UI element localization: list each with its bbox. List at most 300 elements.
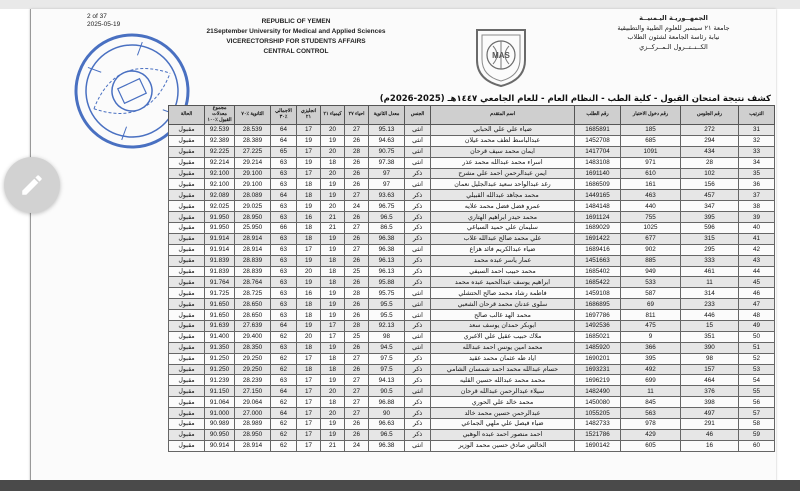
secondary-average-cell: 86.5: [369, 223, 405, 234]
biology-cell: 26: [345, 429, 369, 440]
chemistry-cell: 19: [321, 342, 345, 353]
exam-entry-number-cell: 533: [621, 277, 681, 288]
gender-cell: ذكر: [405, 212, 431, 223]
exam-30-cell: 63: [271, 179, 297, 190]
table-row: [169, 179, 775, 190]
request-number-cell: 1689416: [575, 244, 621, 255]
request-number-cell: 1492536: [575, 321, 621, 332]
secondary-average-cell: 93.63: [369, 190, 405, 201]
applicant-name-cell: محمد الهد غالب صالح: [431, 310, 575, 321]
request-number-cell: 1452708: [575, 135, 621, 146]
rank-cell: 33: [739, 146, 775, 157]
admission-total-cell: 92.100: [205, 168, 235, 179]
chemistry-cell: 19: [321, 310, 345, 321]
status-cell: مقبول: [169, 440, 205, 451]
seat-number-cell: 461: [681, 266, 739, 277]
rank-cell: 59: [739, 429, 775, 440]
chemistry-cell: 19: [321, 233, 345, 244]
secondary-average-cell: 90.75: [369, 146, 405, 157]
biology-cell: 26: [345, 179, 369, 190]
admission-total-cell: 92.214: [205, 157, 235, 168]
secondary-average-cell: 95.75: [369, 288, 405, 299]
request-number-cell: 1696219: [575, 375, 621, 386]
exam-30-cell: 63: [271, 342, 297, 353]
applicant-name-cell: الخالص صادق حسين محمد الوزير: [431, 440, 575, 451]
secondary-70-cell: 28.839: [235, 266, 271, 277]
applicant-name-cell: ايمن عبدالرحمن احمد علي مشرح: [431, 168, 575, 179]
table-row: [169, 190, 775, 201]
exam-30-cell: 63: [271, 266, 297, 277]
column-header: اسم المتقدم: [431, 106, 575, 125]
table-row: [169, 223, 775, 234]
rank-cell: 36: [739, 179, 775, 190]
table-row: [169, 233, 775, 244]
table-row: [169, 440, 775, 451]
exam-entry-number-cell: 185: [621, 125, 681, 136]
rank-cell: 52: [739, 353, 775, 364]
admission-total-cell: 91.239: [205, 375, 235, 386]
rank-cell: 55: [739, 386, 775, 397]
exam-30-cell: 63: [271, 157, 297, 168]
applicant-name-cell: علي محمد صالح عبدالله غلاب: [431, 233, 575, 244]
seat-number-cell: 15: [681, 321, 739, 332]
gender-cell: ذكر: [405, 190, 431, 201]
rank-cell: 51: [739, 342, 775, 353]
status-cell: مقبول: [169, 429, 205, 440]
biology-cell: 26: [345, 168, 369, 179]
applicant-name-cell: سلوى عدنان محمد قرحان الشعبي: [431, 299, 575, 310]
table-row: [169, 277, 775, 288]
admission-total-cell: 91.950: [205, 212, 235, 223]
applicant-name-cell: حسام عبدالله محمد احمد شمسان الشامي: [431, 364, 575, 375]
english-cell: 19: [297, 157, 321, 168]
table-row: [169, 321, 775, 332]
secondary-70-cell: 29.214: [235, 157, 271, 168]
table-row: [169, 310, 775, 321]
secondary-average-cell: 96.38: [369, 233, 405, 244]
chemistry-cell: 21: [321, 440, 345, 451]
chemistry-cell: 18: [321, 157, 345, 168]
biology-cell: 27: [345, 386, 369, 397]
secondary-70-cell: 29.100: [235, 168, 271, 179]
status-cell: مقبول: [169, 342, 205, 353]
page-date: 2025-05-19: [87, 21, 121, 28]
gender-cell: انثى: [405, 179, 431, 190]
english-cell: 17: [297, 168, 321, 179]
english-cell: 17: [297, 353, 321, 364]
seat-number-cell: 314: [681, 288, 739, 299]
biology-cell: 26: [345, 310, 369, 321]
english-cell: 18: [297, 179, 321, 190]
header-en-line3: VICERECTORSHIP FOR STUDENTS AFFAIRS: [226, 38, 366, 45]
exam-30-cell: 62: [271, 397, 297, 408]
applicant-name-cell: عبدالباسط لطف محمد غيلان: [431, 135, 575, 146]
english-cell: 18: [297, 299, 321, 310]
exam-entry-number-cell: 563: [621, 408, 681, 419]
rank-cell: 32: [739, 135, 775, 146]
seat-number-cell: 98: [681, 353, 739, 364]
gender-cell: ذكر: [405, 168, 431, 179]
gender-cell: انثى: [405, 125, 431, 136]
gender-cell: انثى: [405, 146, 431, 157]
secondary-70-cell: 28.539: [235, 125, 271, 136]
secondary-70-cell: 28.914: [235, 440, 271, 451]
seat-number-cell: 333: [681, 255, 739, 266]
secondary-70-cell: 28.650: [235, 310, 271, 321]
secondary-average-cell: 96.13: [369, 255, 405, 266]
status-cell: مقبول: [169, 266, 205, 277]
chemistry-cell: 18: [321, 364, 345, 375]
column-header: الحالة: [169, 106, 205, 125]
exam-30-cell: 64: [271, 386, 297, 397]
rank-cell: 54: [739, 375, 775, 386]
exam-30-cell: 62: [271, 331, 297, 342]
gender-cell: ذكر: [405, 353, 431, 364]
biology-cell: 27: [345, 408, 369, 419]
exam-30-cell: 62: [271, 364, 297, 375]
secondary-70-cell: 29.100: [235, 179, 271, 190]
secondary-average-cell: 90.5: [369, 386, 405, 397]
header-ar-line3: نيابة رئاسة الجامعة لشئون الطلاب: [627, 33, 720, 41]
english-cell: 19: [297, 255, 321, 266]
biology-cell: 26: [345, 419, 369, 430]
english-cell: 17: [297, 429, 321, 440]
seat-number-cell: 376: [681, 386, 739, 397]
rank-cell: 41: [739, 233, 775, 244]
seat-number-cell: 596: [681, 223, 739, 234]
rank-cell: 53: [739, 364, 775, 375]
seat-number-cell: 446: [681, 310, 739, 321]
secondary-average-cell: 97.5: [369, 353, 405, 364]
secondary-70-cell: 28.089: [235, 190, 271, 201]
biology-cell: 25: [345, 266, 369, 277]
gender-cell: انثى: [405, 386, 431, 397]
exam-30-cell: 63: [271, 168, 297, 179]
secondary-average-cell: 96.38: [369, 244, 405, 255]
secondary-average-cell: 97: [369, 179, 405, 190]
english-cell: 19: [297, 135, 321, 146]
english-cell: 19: [297, 277, 321, 288]
exam-30-cell: 64: [271, 321, 297, 332]
header-ar-line4: الكــنــتــرول الـمــركــزي: [639, 42, 708, 51]
secondary-average-cell: 94.63: [369, 135, 405, 146]
status-cell: مقبول: [169, 299, 205, 310]
exam-30-cell: 62: [271, 429, 297, 440]
exam-30-cell: 66: [271, 223, 297, 234]
rank-cell: 38: [739, 201, 775, 212]
english-cell: 17: [297, 440, 321, 451]
seat-number-cell: 434: [681, 146, 739, 157]
applicant-name-cell: محمد خالد علي الحوري: [431, 397, 575, 408]
secondary-average-cell: 95.5: [369, 299, 405, 310]
column-header: الثانوية ٪٧٠: [235, 106, 271, 125]
biology-cell: 27: [345, 223, 369, 234]
request-number-cell: 1685891: [575, 125, 621, 136]
chemistry-cell: 20: [321, 146, 345, 157]
seat-number-cell: 294: [681, 135, 739, 146]
request-number-cell: 1451663: [575, 255, 621, 266]
biology-cell: 26: [345, 135, 369, 146]
english-cell: 17: [297, 397, 321, 408]
status-cell: مقبول: [169, 201, 205, 212]
table-row: [169, 331, 775, 342]
applicant-name-cell: ايمان محمد سيف قرحان: [431, 146, 575, 157]
rank-cell: 50: [739, 331, 775, 342]
status-cell: مقبول: [169, 125, 205, 136]
secondary-average-cell: 96.75: [369, 201, 405, 212]
status-cell: مقبول: [169, 233, 205, 244]
exam-entry-number-cell: 440: [621, 201, 681, 212]
status-cell: مقبول: [169, 244, 205, 255]
biology-cell: 26: [345, 364, 369, 375]
secondary-average-cell: 96.88: [369, 397, 405, 408]
chemistry-cell: 18: [321, 266, 345, 277]
applicant-name-cell: سليمان علي حميد السياغي: [431, 223, 575, 234]
column-header: رقم الجلوس: [681, 106, 739, 125]
table-row: [169, 353, 775, 364]
seat-number-cell: 395: [681, 212, 739, 223]
status-cell: مقبول: [169, 146, 205, 157]
rank-cell: 39: [739, 212, 775, 223]
seat-number-cell: 464: [681, 375, 739, 386]
exam-30-cell: 63: [271, 233, 297, 244]
logo-text: MAS: [492, 51, 510, 60]
document-page: [30, 9, 776, 491]
admission-total-cell: 90.950: [205, 429, 235, 440]
request-number-cell: 1691422: [575, 233, 621, 244]
chemistry-cell: 19: [321, 244, 345, 255]
exam-entry-number-cell: 395: [621, 353, 681, 364]
gender-cell: ذكر: [405, 233, 431, 244]
status-cell: مقبول: [169, 135, 205, 146]
request-number-cell: 1483108: [575, 157, 621, 168]
exam-entry-number-cell: 610: [621, 168, 681, 179]
gender-cell: انثى: [405, 288, 431, 299]
document-title: كشف نتيجة امتحان القبول - كلية الطب - النظام العام - للعام الجامعي ١٤٤٧هـ (2025-2026م): [379, 94, 771, 104]
exam-entry-number-cell: 69: [621, 299, 681, 310]
secondary-average-cell: 94.13: [369, 375, 405, 386]
biology-cell: 27: [345, 397, 369, 408]
request-number-cell: 1449165: [575, 190, 621, 201]
table-row: [169, 364, 775, 375]
secondary-70-cell: 28.389: [235, 135, 271, 146]
applicant-name-cell: عبدالرحمن حسين محمد خالد: [431, 408, 575, 419]
request-number-cell: 1690142: [575, 440, 621, 451]
applicant-name-cell: ابراهيم يوسف عبدالحميد عبده محمد: [431, 277, 575, 288]
request-number-cell: 1521786: [575, 429, 621, 440]
secondary-average-cell: 96.38: [369, 440, 405, 451]
secondary-70-cell: 28.914: [235, 244, 271, 255]
gender-cell: ذكر: [405, 321, 431, 332]
chemistry-cell: 19: [321, 288, 345, 299]
chemistry-cell: 17: [321, 331, 345, 342]
secondary-average-cell: 97.38: [369, 157, 405, 168]
chemistry-cell: 19: [321, 429, 345, 440]
applicant-name-cell: محمد حيدر ابراهيم الهتاري: [431, 212, 575, 223]
chemistry-cell: 20: [321, 408, 345, 419]
exam-entry-number-cell: 811: [621, 310, 681, 321]
gender-cell: ذكر: [405, 201, 431, 212]
biology-cell: 27: [345, 375, 369, 386]
header-ar-line2: جامعة ٢١ سبتمبر للعلوم الطبية والتطبيقية: [617, 23, 730, 32]
secondary-average-cell: 97: [369, 168, 405, 179]
seat-number-cell: 347: [681, 201, 739, 212]
admission-total-cell: 91.150: [205, 386, 235, 397]
exam-30-cell: 62: [271, 353, 297, 364]
rank-cell: 47: [739, 299, 775, 310]
request-number-cell: 1685402: [575, 266, 621, 277]
table-row: [169, 386, 775, 397]
admission-total-cell: 91.650: [205, 299, 235, 310]
admission-total-cell: 91.250: [205, 353, 235, 364]
secondary-70-cell: 29.400: [235, 331, 271, 342]
edit-fab-button[interactable]: [4, 157, 60, 213]
request-number-cell: 1450080: [575, 397, 621, 408]
seat-number-cell: 291: [681, 419, 739, 430]
secondary-70-cell: 28.950: [235, 212, 271, 223]
status-cell: مقبول: [169, 277, 205, 288]
chemistry-cell: 19: [321, 419, 345, 430]
column-header: الجنس: [405, 106, 431, 125]
english-cell: 20: [297, 266, 321, 277]
admission-total-cell: 90.914: [205, 440, 235, 451]
gender-cell: انثى: [405, 244, 431, 255]
seat-number-cell: 11: [681, 277, 739, 288]
english-cell: 17: [297, 146, 321, 157]
gender-cell: ذكر: [405, 419, 431, 430]
page-number-block: [87, 13, 120, 29]
admission-total-cell: 92.100: [205, 179, 235, 190]
column-header: كيمياء ٢١: [321, 106, 345, 125]
admission-total-cell: 91.064: [205, 397, 235, 408]
exam-30-cell: 63: [271, 244, 297, 255]
exam-entry-number-cell: 978: [621, 419, 681, 430]
biology-cell: 26: [345, 342, 369, 353]
rank-cell: 37: [739, 190, 775, 201]
english-cell: 17: [297, 125, 321, 136]
table-row: [169, 397, 775, 408]
applicant-name-cell: ضياء عبدالكريم فائد هزاع: [431, 244, 575, 255]
rank-cell: 48: [739, 310, 775, 321]
column-header: مجموع معدلات القبول ٪١٠٠: [205, 106, 235, 125]
status-cell: مقبول: [169, 321, 205, 332]
table-row: [169, 125, 775, 136]
biology-cell: 26: [345, 255, 369, 266]
gender-cell: انثى: [405, 299, 431, 310]
secondary-70-cell: 29.025: [235, 201, 271, 212]
request-number-cell: 1417704: [575, 146, 621, 157]
english-cell: 19: [297, 321, 321, 332]
english-cell: 18: [297, 190, 321, 201]
chemistry-cell: 20: [321, 201, 345, 212]
biology-cell: 24: [345, 201, 369, 212]
secondary-70-cell: 27.639: [235, 321, 271, 332]
chemistry-cell: 18: [321, 397, 345, 408]
rank-cell: 57: [739, 408, 775, 419]
table-row: [169, 244, 775, 255]
chemistry-cell: 17: [321, 321, 345, 332]
secondary-average-cell: 92.13: [369, 321, 405, 332]
seat-number-cell: 28: [681, 157, 739, 168]
admission-total-cell: 91.764: [205, 277, 235, 288]
table-row: [169, 429, 775, 440]
secondary-average-cell: 94.5: [369, 342, 405, 353]
rank-cell: 56: [739, 397, 775, 408]
rank-cell: 42: [739, 244, 775, 255]
biology-cell: 27: [345, 125, 369, 136]
exam-entry-number-cell: 161: [621, 179, 681, 190]
admission-total-cell: 92.025: [205, 201, 235, 212]
english-cell: 17: [297, 244, 321, 255]
seat-number-cell: 457: [681, 190, 739, 201]
exam-entry-number-cell: 685: [621, 135, 681, 146]
secondary-70-cell: 27.150: [235, 386, 271, 397]
secondary-average-cell: 96.5: [369, 429, 405, 440]
seat-number-cell: 16: [681, 440, 739, 451]
exam-30-cell: 64: [271, 190, 297, 201]
exam-entry-number-cell: 902: [621, 244, 681, 255]
biology-cell: 26: [345, 277, 369, 288]
header-arabic: [586, 14, 761, 52]
exam-30-cell: 63: [271, 375, 297, 386]
exam-30-cell: 63: [271, 288, 297, 299]
status-cell: مقبول: [169, 397, 205, 408]
admission-total-cell: 90.989: [205, 419, 235, 430]
applicant-name-cell: سيلاء عبدالرحمن عبدالله قرحان: [431, 386, 575, 397]
secondary-average-cell: 96.63: [369, 419, 405, 430]
admission-total-cell: 91.650: [205, 310, 235, 321]
english-cell: 18: [297, 223, 321, 234]
admission-total-cell: 91.914: [205, 244, 235, 255]
applicant-name-cell: عمرو فضل فضل محمد علايه: [431, 201, 575, 212]
exam-30-cell: 64: [271, 408, 297, 419]
table-row: [169, 419, 775, 430]
chemistry-cell: 21: [321, 223, 345, 234]
chemistry-cell: 18: [321, 255, 345, 266]
chemistry-cell: 21: [321, 212, 345, 223]
exam-30-cell: 62: [271, 440, 297, 451]
chemistry-cell: 19: [321, 179, 345, 190]
exam-30-cell: 65: [271, 146, 297, 157]
chemistry-cell: 19: [321, 299, 345, 310]
applicant-name-cell: ضياء علي علي الحبابي: [431, 125, 575, 136]
english-cell: 20: [297, 331, 321, 342]
admission-total-cell: 92.089: [205, 190, 235, 201]
gender-cell: انثى: [405, 157, 431, 168]
exam-entry-number-cell: 11: [621, 386, 681, 397]
request-number-cell: 1484148: [575, 201, 621, 212]
applicant-name-cell: محمد مجاهد عبدالله القبيلي: [431, 190, 575, 201]
applicant-name-cell: ملاك حبيب عقيل علي الاغبري: [431, 331, 575, 342]
admission-total-cell: 92.539: [205, 125, 235, 136]
secondary-70-cell: 28.914: [235, 233, 271, 244]
english-cell: 17: [297, 386, 321, 397]
secondary-70-cell: 28.239: [235, 375, 271, 386]
exam-entry-number-cell: 475: [621, 321, 681, 332]
seat-number-cell: 46: [681, 429, 739, 440]
english-cell: 17: [297, 375, 321, 386]
applicant-name-cell: محمد امين يونس احمد عبدالله: [431, 342, 575, 353]
gender-cell: ذكر: [405, 408, 431, 419]
column-header: رقم دخول الاختبار: [621, 106, 681, 125]
exam-entry-number-cell: 755: [621, 212, 681, 223]
admission-total-cell: 91.950: [205, 223, 235, 234]
results-table: [168, 105, 775, 452]
secondary-70-cell: 27.225: [235, 146, 271, 157]
secondary-70-cell: 27.000: [235, 408, 271, 419]
biology-cell: 28: [345, 321, 369, 332]
admission-total-cell: 91.839: [205, 255, 235, 266]
